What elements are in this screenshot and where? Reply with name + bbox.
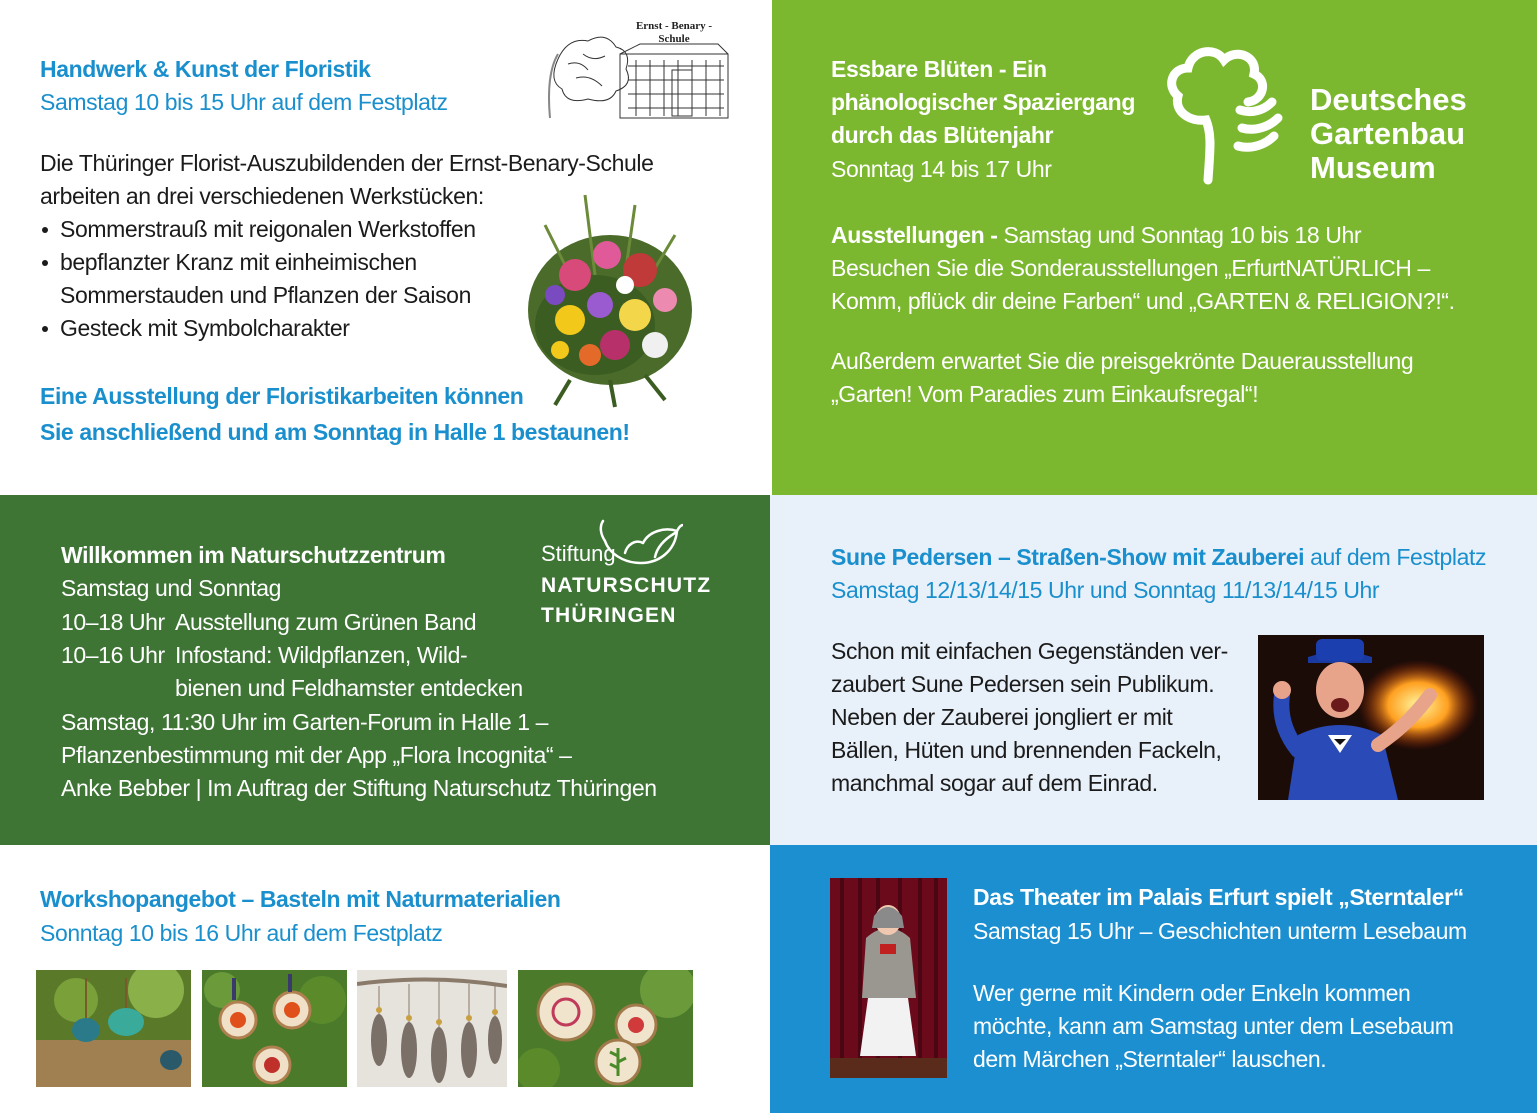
tree-icon [1160,40,1285,185]
dauerausstellung-line-1: Außerdem erwartet Sie die preisgekrönte Dauerausstellung [831,348,1414,374]
naturschutz-row2-text: Infostand: Wildpflanzen, Wild- [175,642,468,668]
zauber-text-5: manchmal sogar auf dem Einrad. [831,770,1158,796]
workshop-photo-3 [357,970,507,1087]
list-item [40,312,476,345]
floristik-item-list [40,213,476,345]
ernst-benary-schule-logo [528,14,733,122]
naturschutz-panel [0,495,770,845]
workshop-photo-4 [518,970,693,1087]
zauber-text-1: Schon mit einfachen Gegenständen ver- [831,638,1228,664]
gartenbau-logo-line-3: Museum [1310,150,1436,185]
stiftung-logo-line-2: NATURSCHUTZ [541,574,712,597]
list-item [40,246,476,279]
list-item-text: Gesteck mit Symbolcharakter [60,315,350,341]
zauber-title-line [831,541,1486,574]
naturschutz-row2-time: 10–16 Uhr [61,642,165,668]
theater-title: Das Theater im Palais Erfurt spielt „Sterntaler“ [973,884,1464,910]
floristik-intro-2: arbeiten an drei verschiedenen Werkstücken: [40,183,484,209]
list-item-text: bepflanzter Kranz mit einheimischen [60,249,417,275]
stiftung-logo-line-1: Stiftung [541,541,616,566]
zauber-panel [770,495,1537,845]
gartenbau-museum-logo [1160,40,1490,190]
naturschutz-row1-time: 10–18 Uhr [61,609,165,635]
flower-bouquet-image [515,185,700,410]
gartenbau-title-1: Essbare Blüten - Ein [831,56,1047,82]
naturschutz-row1-text: Ausstellung zum Grünen Band [175,609,477,635]
naturschutz-days: Samstag und Sonntag [61,575,282,601]
floristik-time: Samstag 10 bis 15 Uhr auf dem Festplatz [40,89,448,115]
ausstellungen-line-2: Besuchen Sie die Sonderausstellungen „ErfurtNATÜRLICH – [831,255,1430,281]
workshop-panel [0,845,770,1113]
list-item-text: Sommerstauden und Pflanzen der Saison [60,282,471,308]
naturschutz-line-1: Samstag, 11:30 Uhr im Garten-Forum in Halle 1 – [61,709,548,735]
naturschutz-title: Willkommen im Naturschutzzentrum [61,542,446,568]
workshop-time: Sonntag 10 bis 16 Uhr auf dem Festplatz [40,920,443,946]
gartenbau-time: Sonntag 14 bis 17 Uhr [831,156,1052,182]
ausstellungen-label: Ausstellungen - [831,222,998,248]
gartenbau-logo-line-1: Deutsches [1310,82,1467,117]
zauber-title-suffix: auf dem Festplatz [1304,544,1487,570]
ausstellungen-line-3: Komm, pflück dir deine Farben“ und „GARTEN & RELIGION?!“. [831,288,1455,314]
list-item-continuation [40,279,476,312]
zauber-title: Sune Pedersen – Straßen-Show mit Zauberei [831,544,1305,570]
workshop-photo-1 [36,970,191,1087]
theater-panel [770,845,1537,1113]
ausstellungen-line-1 [831,219,1361,252]
zauber-text-3: Neben der Zauberei jongliert er mit [831,704,1173,730]
workshop-photo-2 [202,970,347,1087]
theater-text-3: dem Märchen „Sterntaler“ lauschen. [973,1046,1327,1072]
dauerausstellung-line-2: „Garten! Vom Paradies zum Einkaufsregal“! [831,381,1259,407]
stiftung-logo-line-3: THÜRINGEN [541,604,677,627]
zauber-text-2: zaubert Sune Pedersen sein Publikum. [831,671,1215,697]
naturschutz-line-3: Anke Bebber | Im Auftrag der Stiftung Naturschutz Thüringen [61,775,657,801]
sterntaler-photo [830,878,947,1078]
floristik-panel [0,0,772,495]
gartenbau-panel [772,0,1537,495]
floristik-note-1: Eine Ausstellung der Floristikarbeiten können [40,383,524,409]
naturschutz-row2-text-2: bienen und Feldhamster entdecken [175,675,523,701]
list-item-text: Sommerstrauß mit reigonalen Werkstoffen [60,216,476,242]
floristik-note-2: Sie anschließend und am Sonntag in Halle 1 bestaunen! [40,419,630,445]
zauber-time: Samstag 12/13/14/15 Uhr und Sonntag 11/13/14/15 Uhr [831,577,1380,603]
list-item [40,213,476,246]
naturschutz-line-2: Pflanzenbestimmung mit der App „Flora Incognita“ – [61,742,572,768]
theater-text-1: Wer gerne mit Kindern oder Enkeln kommen [973,980,1411,1006]
school-logo-text: Ernst - Benary - Schule [635,20,713,45]
floristik-intro-1: Die Thüringer Florist-Auszubildenden der Ernst-Benary-Schule [40,150,654,176]
floristik-title: Handwerk & Kunst der Floristik [40,56,371,82]
workshop-title: Workshopangebot – Basteln mit Naturmaterialien [40,886,561,912]
gartenbau-title-3: durch das Blütenjahr [831,122,1054,148]
stiftung-naturschutz-logo [541,517,741,637]
theater-text-2: möchte, kann am Samstag unter dem Lesebaum [973,1013,1454,1039]
theater-time: Samstag 15 Uhr – Geschichten unterm Lesebaum [973,918,1467,944]
zauber-text-4: Bällen, Hüten und brennenden Fackeln, [831,737,1222,763]
ausstellungen-time: Samstag und Sonntag 10 bis 18 Uhr [1003,222,1362,248]
gartenbau-title-2: phänologischer Spaziergang [831,89,1135,115]
gartenbau-logo-line-2: Gartenbau [1310,116,1466,151]
magician-photo [1258,635,1484,800]
